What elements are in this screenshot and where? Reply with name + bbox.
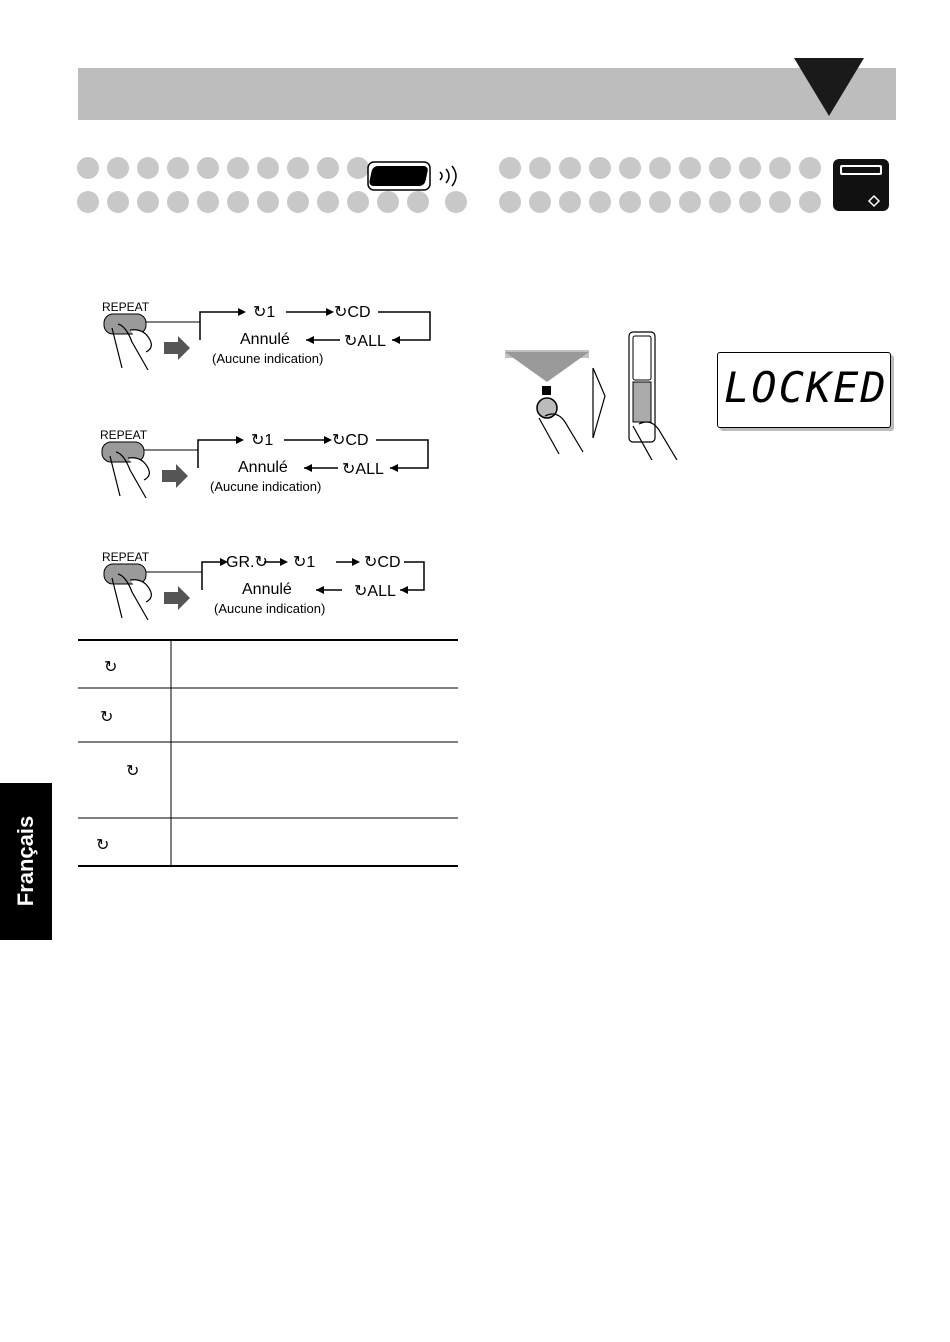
mode-all-label: ↻ALL bbox=[342, 461, 384, 478]
right-title-dots bbox=[498, 156, 828, 218]
no-indication-note: (Aucune indication) bbox=[212, 351, 324, 366]
mode-cd-label: ↻CD bbox=[334, 304, 371, 321]
remote-button-icon bbox=[366, 160, 466, 194]
stop-button-illustration bbox=[505, 330, 695, 460]
cancel-label: Annulé bbox=[238, 459, 288, 476]
repeat-row-4-icon: ↻ bbox=[96, 837, 110, 854]
repeat-label: REPEAT bbox=[102, 300, 150, 314]
repeat-row-2-icon: ↻ bbox=[100, 709, 114, 726]
no-indication-note: (Aucune indication) bbox=[210, 479, 322, 494]
mode-cd-label: ↻CD bbox=[332, 432, 369, 449]
no-indication-note: (Aucune indication) bbox=[214, 601, 326, 616]
repeat-diagram-1 bbox=[78, 298, 458, 378]
mode-cd-label: ↻CD bbox=[364, 554, 401, 571]
mode-all-label: ↻ALL bbox=[354, 583, 396, 600]
mode-1-label: ↻1 bbox=[253, 304, 276, 321]
repeat-diagram-3 bbox=[78, 548, 458, 628]
repeat-row-3-icon: ↻ bbox=[126, 763, 140, 780]
unit-button-icon bbox=[832, 158, 890, 212]
cancel-label: Annulé bbox=[240, 331, 290, 348]
section-header-bar bbox=[78, 68, 896, 120]
mode-1-label: ↻1 bbox=[293, 554, 316, 571]
mode-all-label: ↻ALL bbox=[344, 333, 386, 350]
repeat-diagram-2 bbox=[78, 426, 458, 506]
display-panel bbox=[717, 352, 891, 428]
display-text: LOCKED bbox=[724, 363, 888, 412]
cancel-label: Annulé bbox=[242, 581, 292, 598]
repeat-mode-table bbox=[76, 638, 460, 870]
repeat-label: REPEAT bbox=[102, 550, 150, 564]
mode-1-label: ↻1 bbox=[251, 432, 274, 449]
header-triangle-icon bbox=[790, 56, 902, 122]
stop-icon bbox=[542, 386, 551, 395]
language-label: Français bbox=[13, 815, 38, 907]
group-mode-label: GR.↻ bbox=[226, 554, 268, 571]
repeat-row-1-icon: ↻ bbox=[104, 659, 118, 676]
repeat-label: REPEAT bbox=[100, 428, 148, 442]
